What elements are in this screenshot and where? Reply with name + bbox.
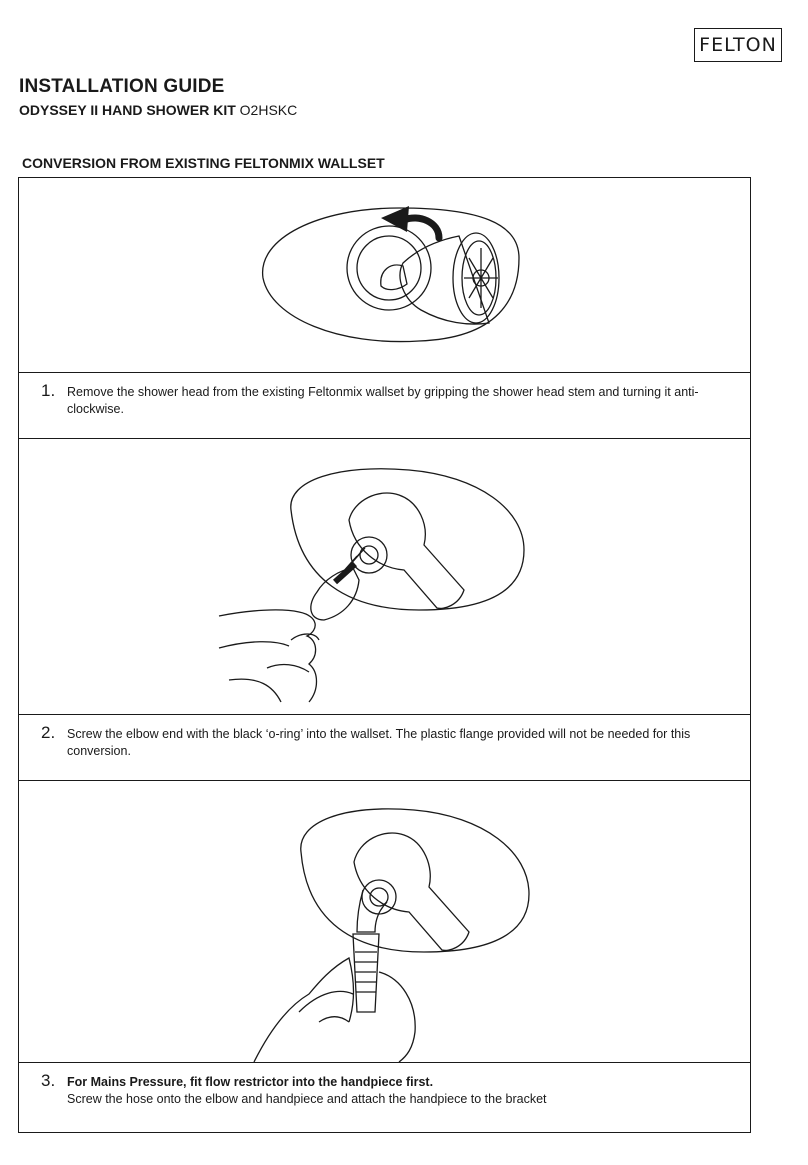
step-text: [67, 726, 707, 760]
step-description: Screw the hose onto the elbow and handpiece and attach the handpiece to the bracket: [67, 1092, 547, 1106]
mixer-handle: [349, 493, 464, 608]
felton-logo: FELTON: [694, 28, 782, 62]
page-title: INSTALLATION GUIDE: [19, 76, 225, 97]
step-number: 2.: [41, 723, 56, 742]
step-text: [67, 1074, 707, 1108]
wallset-flange-inner: [357, 236, 421, 300]
elbow-body: [311, 568, 359, 620]
section-title: CONVERSION FROM EXISTING FELTONMIX WALLSET: [22, 155, 385, 171]
divider: [19, 438, 750, 439]
shower-head-body: [400, 236, 489, 324]
instructions-frame: [18, 177, 751, 1133]
rotation-arrow: [404, 218, 439, 238]
product-code: O2HSKC: [239, 102, 298, 118]
step-text: [67, 384, 707, 418]
wallset-outlet: [362, 880, 396, 914]
step-description: Screw the elbow end with the black ‘o-ring’ into the wallset. The plastic flange provided will not be needed for this conversion.: [67, 727, 691, 758]
divider: [19, 780, 750, 781]
product-name: ODYSSEY II HAND SHOWER KIT: [19, 102, 236, 118]
wallset-flange: [347, 226, 431, 310]
step-description: Remove the shower head from the existing Feltonmix wallset by gripping the shower head stem and turning it anti-clockwise.: [67, 385, 699, 416]
hand: [254, 958, 415, 1062]
step-2: [19, 723, 750, 781]
wallset-plate: [291, 469, 524, 610]
step-number: 3.: [41, 1071, 56, 1090]
step-1-illustration: [19, 178, 750, 372]
step-3: [19, 1071, 750, 1131]
step-1: [19, 381, 750, 439]
divider: [19, 714, 750, 715]
step-number: 1.: [41, 381, 56, 400]
divider: [19, 1062, 750, 1063]
shower-head-stem: [381, 265, 407, 290]
hand: [219, 610, 319, 702]
step-warning: For Mains Pressure, fit flow restrictor into the handpiece first.: [67, 1075, 434, 1089]
product-subtitle: [19, 102, 297, 118]
divider: [19, 372, 750, 373]
wallset-plate: [301, 809, 529, 952]
step-3-illustration: [19, 782, 750, 1062]
step-2-illustration: [19, 440, 750, 714]
